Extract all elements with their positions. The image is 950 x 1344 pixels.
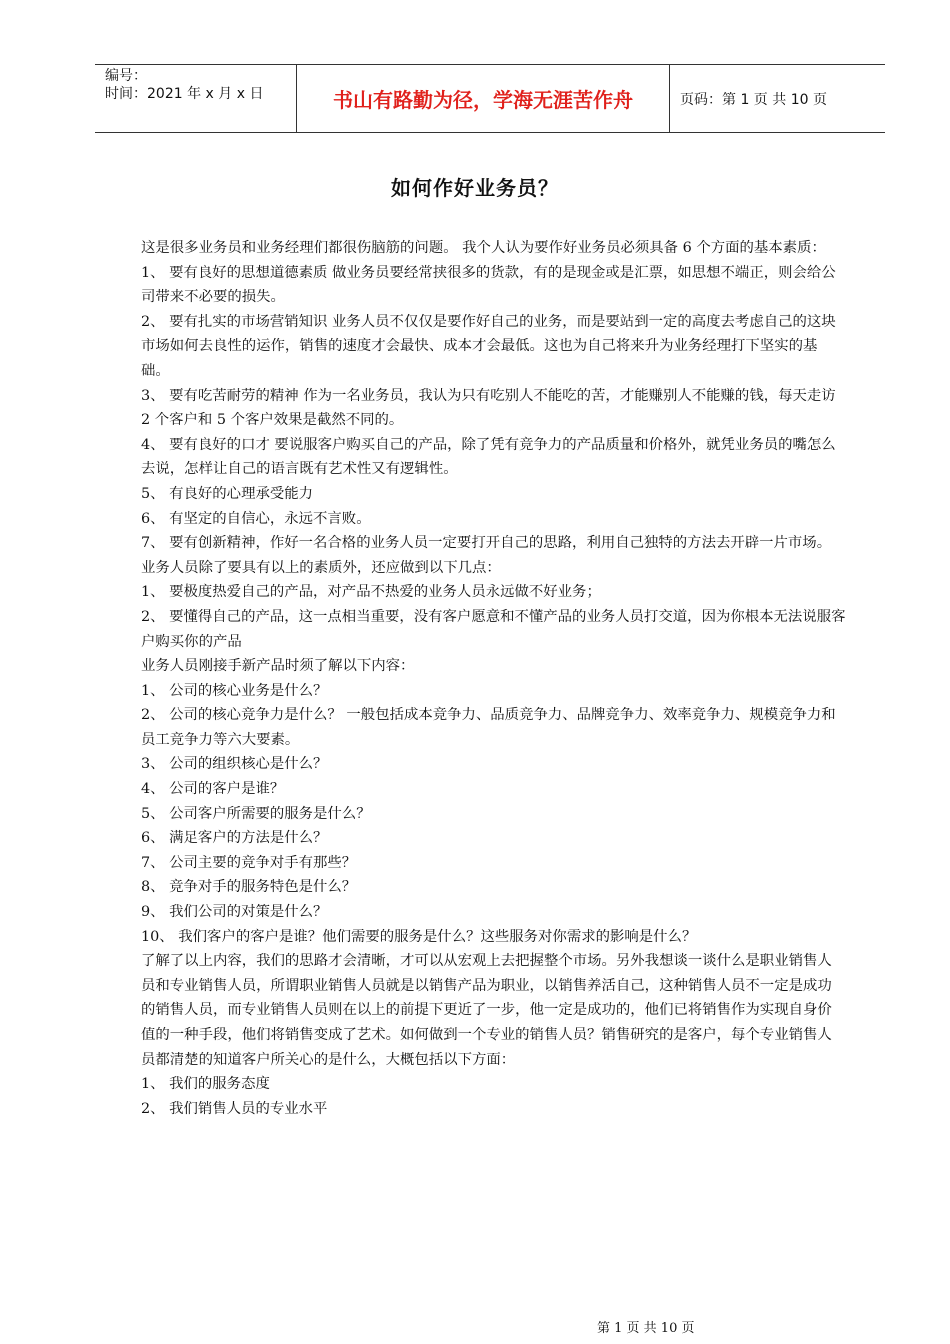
paragraph: 4、 公司的客户是谁？ [141,781,285,798]
header-divider [669,65,670,132]
paragraph: 1、 我们的服务态度 [141,1076,270,1093]
paragraph: 2、 我们销售人员的专业水平 [141,1100,328,1117]
document-body [141,236,846,1121]
paragraph: 7、 公司主要的竞争对手有那些？ [141,854,357,871]
paragraph: 2、 公司的核心竞争力是什么？ 一般包括成本竞争力、品质竞争力、品牌竞争力、效率竞争力、规模竞争力和员工竞争力等六大要素。 [141,707,836,748]
paragraph: 6、 满足客户的方法是什么？ [141,830,328,847]
paragraph: 这是很多业务员和业务经理们都很伤脑筋的问题。 我个人认为要作好业务员必须具备 6 个方面的基本素质： [141,240,826,256]
header-meta [105,67,295,103]
document-title: 如何作好业务员？ [391,176,559,200]
paragraph: 2、 要懂得自己的产品，这一点相当重要，没有客户愿意和不懂产品的业务人员打交道，因为你根本无法说服客户购买你的产品 [141,608,846,650]
paragraph: 业务人员刚接手新产品时须了解以下内容： [141,658,415,675]
paragraph: 3、 要有吃苦耐劳的精神 作为一名业务员，我认为只有吃别人不能吃的苦，才能赚别人不能赚的钱，每天走访 2 个客户和 5 个客户效果是截然不同的。 [141,387,836,429]
paragraph: 5、 公司客户所需要的服务是什么？ [141,805,371,822]
page-header [95,64,885,133]
paragraph: 9、 我们公司的对策是什么？ [141,904,328,921]
paragraph: 了解了以上内容，我们的思路才会清晰，才可以从宏观上去把握整个市场。另外我想谈一谈什么是职业销售人员和专业销售人员，所谓职业销售人员就是以销售产品为职业，以销售养活自己，这种销售人员不一定是成功的销售人员，而专业销售人员则在以上的前提下更近了一步，他一定是成功的，他们已将销售作为实现自身价值的一种手段，他们将销售变成了艺术。如何做到一个专业的销售人员？销售研究的是客户，每个专业销售人员都清楚的知道客户所关心的是什么，大概包括以下方面： [141,953,832,1068]
page-footer: 第 1 页 共 10 页 [597,1321,695,1336]
paragraph: 6、 有坚定的自信心，永远不言败。 [141,510,371,527]
paragraph: 1、 要极度热爱自己的产品，对产品不热爱的业务人员永远做不好业务； [141,584,601,601]
paragraph: 4、 要有良好的口才 要说服客户购买自己的产品，除了凭有竞争力的产品质量和价格外，就凭业务员的嘴怎么去说，怎样让自己的语言既有艺术性又有逻辑性。 [141,436,836,478]
paragraph: 8、 竞争对手的服务特色是什么？ [141,879,357,896]
paragraph: 1、 公司的核心业务是什么？ [141,682,328,699]
time-label: 时间：2021 年 x 月 x 日 [105,86,264,102]
header-page-info: 页码：第 1 页 共 10 页 [680,91,827,108]
paragraph: 业务人员除了要具有以上的素质外，还应做到以下几点： [141,559,501,576]
paragraph: 7、 要有创新精神，作好一名合格的业务人员一定要打开自己的思路，利用自己独特的方法去开辟一片市场。 [141,535,832,552]
paragraph: 3、 公司的组织核心是什么？ [141,756,328,773]
serial-label: 编号： [105,68,147,84]
paragraph: 5、 有良好的心理承受能力 [141,485,314,502]
paragraph: 10、 我们客户的客户是谁？他们需要的服务是什么？这些服务对你需求的影响是什么？ [141,928,697,945]
paragraph: 1、 要有良好的思想道德素质 做业务员要经常挟很多的货款，有的是现金或是汇票，如思想不端正，则会给公司带来不必要的损失。 [141,264,836,306]
paragraph: 2、 要有扎实的市场营销知识 业务人员不仅仅是要作好自己的业务，而是要站到一定的高度去考虑自己的这块市场如何去良性的运作，销售的速度才会最快、成本才会最低。这也为自己将来升为业务经理打下坚实的基础。 [141,313,836,379]
header-motto: 书山有路勤为径，学海无涯苦作舟 [333,88,633,112]
